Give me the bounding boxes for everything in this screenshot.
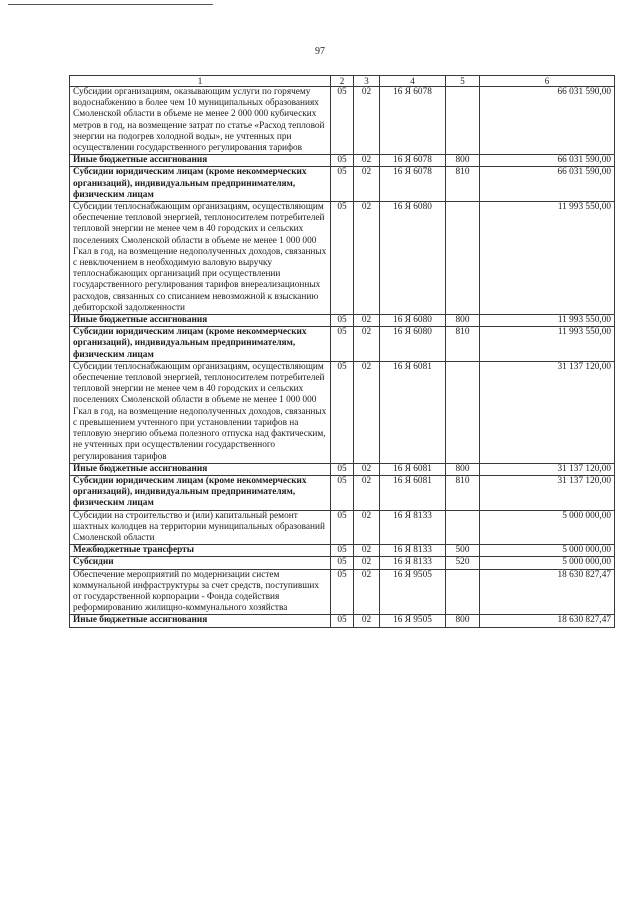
table-row [70, 155, 615, 167]
row-section: 05 [331, 167, 354, 202]
row-target-code: 16 Я 6078 [380, 87, 446, 155]
table-row [70, 569, 615, 615]
row-amount: 31 137 120,00 [480, 361, 615, 463]
top-rule [8, 4, 213, 5]
row-subsection: 02 [354, 510, 380, 545]
row-name: Субсидии юридическим лицам (кроме некоммерческих организаций), индивидуальным предпринимателям, физическим лицам [70, 167, 331, 202]
row-expense-type: 800 [446, 463, 480, 475]
row-expense-type [446, 361, 480, 463]
row-target-code: 16 Я 6078 [380, 155, 446, 167]
row-name: Субсидии юридическим лицам (кроме некоммерческих организаций), индивидуальным предпринимателям, физическим лицам [70, 327, 331, 362]
row-expense-type: 800 [446, 615, 480, 627]
row-subsection: 02 [354, 475, 380, 510]
row-target-code: 16 Я 6080 [380, 315, 446, 327]
row-name: Субсидии [70, 557, 331, 569]
table-row [70, 361, 615, 463]
row-target-code: 16 Я 6081 [380, 463, 446, 475]
row-name: Иные бюджетные ассигнования [70, 155, 331, 167]
row-subsection: 02 [354, 202, 380, 315]
row-subsection: 02 [354, 315, 380, 327]
row-target-code: 16 Я 6080 [380, 327, 446, 362]
row-subsection: 02 [354, 167, 380, 202]
table-row [70, 167, 615, 202]
table-row [70, 315, 615, 327]
row-subsection: 02 [354, 155, 380, 167]
row-section: 05 [331, 615, 354, 627]
row-expense-type: 500 [446, 545, 480, 557]
row-subsection: 02 [354, 545, 380, 557]
row-expense-type: 800 [446, 315, 480, 327]
column-header-4: 4 [380, 76, 446, 87]
table-row [70, 463, 615, 475]
row-name: Межбюджетные трансферты [70, 545, 331, 557]
row-amount: 11 993 550,00 [480, 327, 615, 362]
row-name: Обеспечение мероприятий по модернизации систем коммунальной инфраструктуры за счет средств, поступивших от государственной корпорации - Фонда содействия реформированию жилищно-коммунального хозяйства [70, 569, 331, 615]
column-header-3: 3 [354, 76, 380, 87]
row-subsection: 02 [354, 615, 380, 627]
row-amount: 18 630 827,47 [480, 569, 615, 615]
row-target-code: 16 Я 6080 [380, 202, 446, 315]
row-expense-type [446, 202, 480, 315]
row-amount: 11 993 550,00 [480, 315, 615, 327]
row-expense-type [446, 87, 480, 155]
row-section: 05 [331, 87, 354, 155]
row-name: Субсидии юридическим лицам (кроме некоммерческих организаций), индивидуальным предпринимателям, физическим лицам [70, 475, 331, 510]
table-row [70, 475, 615, 510]
row-subsection: 02 [354, 569, 380, 615]
row-name: Иные бюджетные ассигнования [70, 463, 331, 475]
column-header-5: 5 [446, 76, 480, 87]
row-section: 05 [331, 315, 354, 327]
row-expense-type [446, 569, 480, 615]
row-section: 05 [331, 463, 354, 475]
row-amount: 5 000 000,00 [480, 557, 615, 569]
row-target-code: 16 Я 6078 [380, 167, 446, 202]
table-row [70, 510, 615, 545]
row-amount: 18 630 827,47 [480, 615, 615, 627]
row-target-code: 16 Я 9505 [380, 569, 446, 615]
budget-table [69, 75, 615, 628]
row-target-code: 16 Я 6081 [380, 475, 446, 510]
row-subsection: 02 [354, 557, 380, 569]
table-row [70, 615, 615, 627]
table-header-row [70, 76, 615, 87]
row-amount: 31 137 120,00 [480, 463, 615, 475]
page-number: 97 [315, 46, 325, 57]
row-target-code: 16 Я 8133 [380, 557, 446, 569]
column-header-2: 2 [331, 76, 354, 87]
table-row [70, 87, 615, 155]
row-name: Иные бюджетные ассигнования [70, 315, 331, 327]
row-target-code: 16 Я 6081 [380, 361, 446, 463]
row-section: 05 [331, 475, 354, 510]
row-amount: 5 000 000,00 [480, 510, 615, 545]
row-name: Субсидии теплоснабжающим организациям, осуществляющим обеспечение тепловой энергией, теплоносителем потребителей тепловой энергии не менее чем в 40 городских и сельских поселениях Смоленской области в объеме не менее 1 000 000 Гкал в год, на возмещение недополученных доходов, связанных с превышением учтенного при установлении тарифов на тепловую энергию объема полезного отпуска над фактическим, не учтенных при осуществлении государственного регулирования тарифов [70, 361, 331, 463]
row-section: 05 [331, 569, 354, 615]
table-row [70, 545, 615, 557]
column-header-1: 1 [70, 76, 331, 87]
row-expense-type: 810 [446, 167, 480, 202]
row-section: 05 [331, 545, 354, 557]
row-target-code: 16 Я 8133 [380, 510, 446, 545]
row-subsection: 02 [354, 87, 380, 155]
row-section: 05 [331, 327, 354, 362]
row-subsection: 02 [354, 327, 380, 362]
table-row [70, 327, 615, 362]
row-expense-type: 520 [446, 557, 480, 569]
row-section: 05 [331, 557, 354, 569]
row-target-code: 16 Я 9505 [380, 615, 446, 627]
row-name: Иные бюджетные ассигнования [70, 615, 331, 627]
row-name: Субсидии на строительство и (или) капитальный ремонт шахтных колодцев на территории муниципальных образований Смоленской области [70, 510, 331, 545]
table-row [70, 557, 615, 569]
row-section: 05 [331, 361, 354, 463]
row-amount: 66 031 590,00 [480, 155, 615, 167]
row-section: 05 [331, 202, 354, 315]
row-subsection: 02 [354, 463, 380, 475]
row-expense-type [446, 510, 480, 545]
row-name: Субсидии организациям, оказывающим услуги по горячему водоснабжению в более чем 10 муниципальных образованиях Смоленской области в объеме не менее 2 000 000 кубических метров в год, на возмещение затрат по статье «Расход тепловой энергии на подогрев холодной воды», не учтенных при осуществлении государственного регулирования тарифов [70, 87, 331, 155]
row-section: 05 [331, 155, 354, 167]
row-name: Субсидии теплоснабжающим организациям, осуществляющим обеспечение тепловой энергией, теплоносителем потребителей тепловой энергии не менее чем в 40 городских и сельских поселениях Смоленской области в объеме не менее 1 000 000 Гкал в год, на возмещение недополученных доходов, связанных с невключением в необходимую валовую выручку теплоснабжающих организаций при осуществлении государственного регулирования тарифов внереализационных расходов, связанных со списанием невозможной к взысканию дебиторской задолженности [70, 202, 331, 315]
table-row [70, 202, 615, 315]
row-target-code: 16 Я 8133 [380, 545, 446, 557]
row-amount: 11 993 550,00 [480, 202, 615, 315]
row-expense-type: 800 [446, 155, 480, 167]
row-amount: 66 031 590,00 [480, 87, 615, 155]
row-section: 05 [331, 510, 354, 545]
row-amount: 66 031 590,00 [480, 167, 615, 202]
row-amount: 5 000 000,00 [480, 545, 615, 557]
row-expense-type: 810 [446, 475, 480, 510]
row-amount: 31 137 120,00 [480, 475, 615, 510]
column-header-6: 6 [480, 76, 615, 87]
row-subsection: 02 [354, 361, 380, 463]
row-expense-type: 810 [446, 327, 480, 362]
